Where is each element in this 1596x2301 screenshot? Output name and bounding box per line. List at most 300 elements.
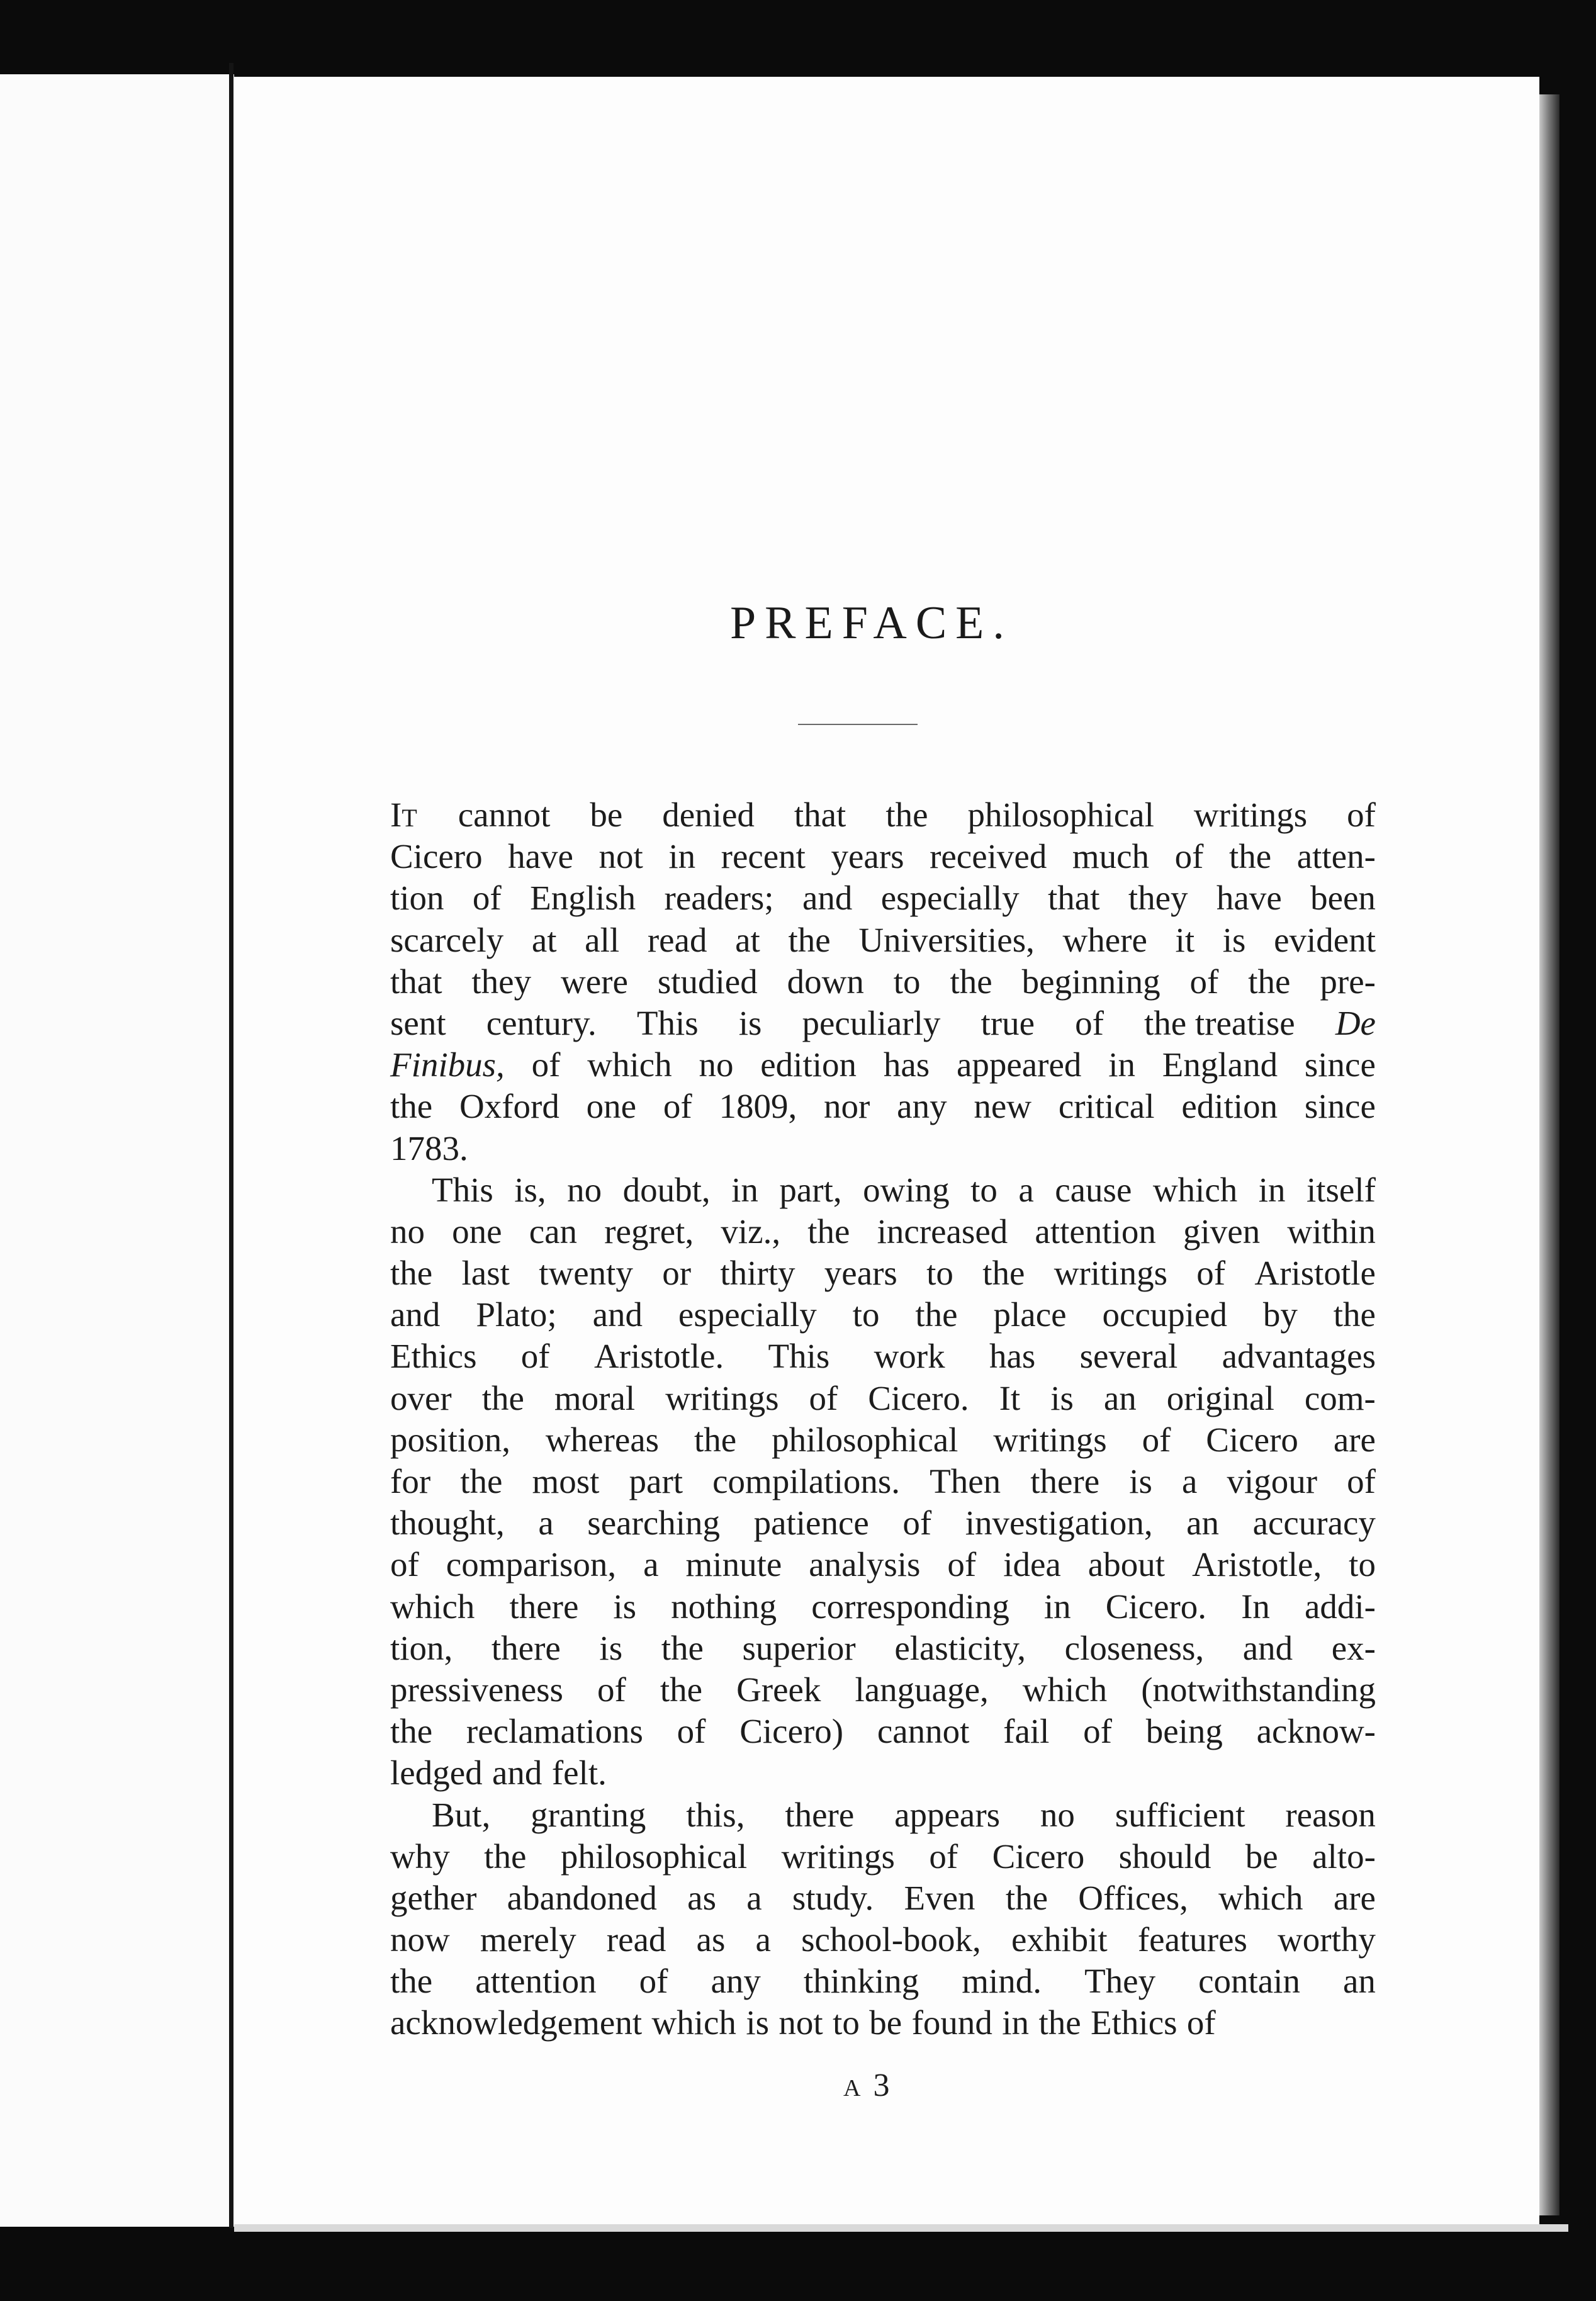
word: at: [735, 920, 760, 959]
text-line: [390, 1169, 1376, 1211]
word: thirty: [720, 1254, 795, 1293]
text-line: [390, 1961, 1376, 2002]
word: it: [1175, 920, 1195, 959]
word: new: [974, 1087, 1032, 1126]
text-line: [390, 1128, 1376, 1169]
word: the: [1038, 2003, 1081, 2042]
word: granting: [531, 1795, 646, 1834]
word: Aristotle: [1254, 1254, 1376, 1293]
word: have: [508, 837, 573, 876]
word: tion: [390, 879, 444, 918]
word: of: [677, 1712, 706, 1751]
word: one: [452, 1212, 502, 1251]
word: accuracy: [1252, 1504, 1376, 1543]
word: which: [1218, 1878, 1303, 1917]
word: of: [1142, 1420, 1171, 1459]
word: the: [390, 1962, 433, 2001]
word: 1809,: [719, 1087, 797, 1126]
word: which: [390, 1587, 475, 1626]
word: Oxford: [459, 1087, 559, 1126]
word: philosophical: [560, 1837, 748, 1876]
paragraph: [390, 1794, 1376, 2044]
word: Then: [930, 1462, 1001, 1500]
text-line: [390, 1628, 1376, 1669]
word: contain: [1198, 1962, 1300, 2001]
text-line: [390, 1794, 1376, 1836]
signature-number: 3: [873, 2068, 890, 2103]
word: De: [1335, 1003, 1376, 1042]
word: com-: [1304, 1378, 1376, 1417]
word: readers;: [664, 879, 774, 918]
text-line: [390, 1252, 1376, 1294]
word: searching: [587, 1504, 721, 1543]
word: Offices,: [1078, 1878, 1188, 1917]
word: advantages: [1222, 1337, 1376, 1376]
word: of: [597, 1670, 626, 1709]
word: part,: [779, 1170, 842, 1209]
word: much: [1072, 837, 1150, 876]
word: language,: [855, 1670, 989, 1709]
word: Cicero: [1206, 1420, 1298, 1459]
word: England: [1162, 1045, 1278, 1084]
title-rule: [798, 724, 918, 725]
word: to: [852, 1295, 880, 1334]
word: that: [1048, 879, 1100, 918]
text-line: [390, 1836, 1376, 1877]
word: In: [1241, 1587, 1270, 1626]
word: peculiarly: [802, 1003, 941, 1042]
word: the: [390, 1254, 433, 1293]
word: vigour: [1227, 1462, 1318, 1500]
word: investigation,: [965, 1504, 1153, 1543]
word: of: [663, 1087, 692, 1126]
word: ex-: [1331, 1628, 1376, 1667]
word: were: [561, 962, 628, 1001]
word: abandoned: [507, 1878, 657, 1917]
word: a: [1181, 1462, 1198, 1500]
word: and: [592, 1295, 643, 1334]
word: in: [1002, 2003, 1030, 2042]
word: merely: [480, 1920, 576, 1959]
left-blank-leaf: [0, 74, 234, 2227]
word: at: [531, 920, 557, 959]
word: position,: [390, 1420, 510, 1459]
word: received: [930, 837, 1047, 876]
word: writings: [1193, 796, 1308, 834]
word: cannot: [458, 796, 551, 834]
word: edition: [1181, 1087, 1278, 1126]
word: edition: [760, 1045, 857, 1084]
word: of: [1347, 1462, 1376, 1500]
word: the: [1228, 837, 1272, 876]
text-line: [390, 1211, 1376, 1252]
word: is: [613, 1587, 637, 1626]
word: a: [538, 1504, 554, 1543]
word: Cicero): [739, 1712, 844, 1751]
word: appears: [894, 1795, 1001, 1834]
word: of: [947, 1545, 977, 1584]
word: the: [481, 1378, 524, 1417]
word: the: [1248, 962, 1291, 1001]
word: read: [647, 920, 707, 959]
word: beginning: [1021, 962, 1160, 1001]
word: comparison,: [446, 1545, 617, 1584]
word: of: [1083, 1712, 1112, 1751]
word: is: [738, 1003, 762, 1042]
word: any: [897, 1087, 947, 1126]
word: being: [1145, 1712, 1223, 1751]
word: occupied: [1102, 1295, 1227, 1334]
word: in: [1043, 1587, 1071, 1626]
word: the: [788, 920, 831, 959]
signature-letter: A: [843, 2075, 861, 2101]
word: by: [1262, 1295, 1298, 1334]
word: acknowledgement: [390, 2003, 643, 2042]
word: They: [1084, 1962, 1156, 2001]
word: this,: [686, 1795, 745, 1834]
text-line: [390, 794, 1376, 836]
word: a: [746, 1878, 762, 1917]
word: can: [529, 1212, 578, 1251]
word: exhibit: [1011, 1920, 1108, 1959]
text-line: [390, 1378, 1376, 1419]
word: the: [484, 1837, 527, 1876]
word: read: [606, 1920, 666, 1959]
gutter-shadow: [229, 63, 233, 2228]
page-fore-edge: [1539, 94, 1559, 2215]
word: is: [746, 2003, 770, 2042]
word: study.: [792, 1878, 874, 1917]
word: as: [696, 1920, 726, 1959]
word: they: [1128, 879, 1188, 918]
word: now: [390, 1920, 450, 1959]
text-line: [390, 1294, 1376, 1336]
word: Plato;: [476, 1295, 557, 1334]
word: in: [1258, 1170, 1286, 1209]
word: especially: [678, 1295, 817, 1334]
word: the: [390, 1087, 433, 1126]
word: that: [390, 962, 442, 1001]
word: twenty: [539, 1254, 633, 1293]
word: corresponding: [811, 1587, 1009, 1626]
word: of: [1196, 1254, 1226, 1293]
text-line: [390, 1003, 1376, 1044]
word: cause: [1055, 1170, 1132, 1209]
word: Aristotle,: [1191, 1545, 1322, 1584]
word: viz.,: [721, 1212, 781, 1251]
word: and: [492, 1753, 542, 1792]
word: superior: [742, 1628, 856, 1667]
word: of: [929, 1837, 958, 1876]
text-line: [390, 1086, 1376, 1127]
word: down: [787, 962, 864, 1001]
word: alto-: [1312, 1837, 1376, 1876]
word: analysis: [809, 1545, 921, 1584]
word: be: [590, 796, 623, 834]
word: Universities,: [858, 920, 1035, 959]
word: and: [1242, 1628, 1293, 1667]
text-line: [390, 1502, 1376, 1544]
word: be: [869, 2003, 902, 2042]
word: the: [1333, 1295, 1376, 1334]
word: Greek: [736, 1670, 821, 1709]
word: are: [1333, 1878, 1376, 1917]
word: scarcely: [390, 920, 504, 959]
word: of: [809, 1378, 838, 1417]
page-bottom-edge: [234, 2224, 1568, 2232]
word: that: [794, 796, 846, 834]
text-line: [390, 1752, 1376, 1794]
word: not: [778, 2003, 823, 2042]
word: last: [461, 1254, 510, 1293]
word: of: [639, 1962, 668, 2001]
word: is: [1222, 920, 1246, 959]
word: attention: [475, 1962, 597, 2001]
word: IT: [390, 796, 419, 834]
word: is,: [514, 1170, 546, 1209]
text-line: [390, 2002, 1376, 2044]
word: ledged: [390, 1753, 483, 1792]
word: pre-: [1320, 962, 1376, 1001]
word: since: [1304, 1045, 1376, 1084]
word: sufficient: [1115, 1795, 1245, 1834]
word: (notwithstanding: [1141, 1670, 1376, 1709]
word: of: [520, 1337, 550, 1376]
word: writings: [665, 1378, 779, 1417]
word: of: [1186, 2003, 1216, 2042]
word: an: [1186, 1504, 1220, 1543]
word: they: [471, 962, 532, 1001]
word: is: [1050, 1378, 1074, 1417]
word: the: [885, 796, 928, 834]
word: which: [1152, 1170, 1238, 1209]
word: itself: [1306, 1170, 1376, 1209]
word: years: [831, 837, 904, 876]
word: idea: [1003, 1545, 1061, 1584]
word: denied: [662, 796, 755, 834]
word: the: [660, 1670, 703, 1709]
word: have: [1216, 879, 1282, 918]
word: Aristotle.: [593, 1337, 724, 1376]
word: compilations.: [712, 1462, 901, 1500]
word: the treatise: [1144, 1003, 1295, 1042]
word: Finibus,: [390, 1045, 505, 1084]
word: This: [636, 1003, 699, 1042]
word: there: [509, 1587, 579, 1626]
word: is: [599, 1628, 623, 1667]
word: thought,: [390, 1504, 505, 1543]
word: all: [585, 920, 620, 959]
word: tion,: [390, 1628, 453, 1667]
word: elasticity,: [894, 1628, 1026, 1667]
word: work: [874, 1337, 945, 1376]
word: is: [1129, 1462, 1152, 1500]
word: a: [1018, 1170, 1034, 1209]
word: of: [531, 1045, 561, 1084]
word: the: [661, 1628, 704, 1667]
text-line: [390, 1419, 1376, 1461]
word: be: [1245, 1837, 1278, 1876]
word: has: [989, 1337, 1036, 1376]
word: the: [915, 1295, 958, 1334]
word: of: [1075, 1003, 1104, 1042]
word: should: [1118, 1837, 1211, 1876]
word: felt.: [551, 1753, 607, 1792]
word: acknow-: [1256, 1712, 1376, 1751]
word: Ethics: [1091, 2003, 1177, 2042]
text-line: [390, 1461, 1376, 1502]
text-line: [390, 1919, 1376, 1961]
word: the: [1005, 1878, 1048, 1917]
word: worthy: [1278, 1920, 1376, 1959]
word: been: [1310, 879, 1376, 918]
word: to: [926, 1254, 953, 1293]
word: 1783.: [390, 1128, 468, 1167]
word: philosophical: [967, 796, 1154, 834]
word: the: [460, 1462, 503, 1500]
word: pressiveness: [390, 1670, 563, 1709]
word: of: [1189, 962, 1219, 1001]
word: school-book,: [801, 1920, 981, 1959]
word: the: [390, 1712, 433, 1751]
signature-mark: [843, 2067, 889, 2104]
word: thinking: [803, 1962, 919, 2001]
word: addi-: [1304, 1587, 1376, 1626]
word: and: [390, 1295, 441, 1334]
word: of: [472, 879, 502, 918]
word: moral: [554, 1378, 636, 1417]
paragraph: [390, 1169, 1376, 1794]
word: writings: [1054, 1254, 1167, 1293]
word: a: [643, 1545, 659, 1584]
word: not: [598, 837, 643, 876]
word: regret,: [604, 1212, 694, 1251]
word: minute: [685, 1545, 782, 1584]
word: no: [567, 1170, 602, 1209]
word: gether: [390, 1878, 477, 1917]
word: as: [687, 1878, 716, 1917]
word: writings: [993, 1420, 1107, 1459]
word: there: [785, 1795, 855, 1834]
text-line: [390, 1336, 1376, 1377]
word: nothing: [671, 1587, 777, 1626]
word: appeared: [956, 1045, 1082, 1084]
word: place: [993, 1295, 1067, 1334]
word: cannot: [877, 1712, 970, 1751]
word: part: [629, 1462, 683, 1500]
paragraph: [390, 794, 1376, 1169]
word: of: [1174, 837, 1204, 876]
word: atten-: [1296, 837, 1376, 876]
word: to: [833, 2003, 860, 2042]
word: It: [999, 1378, 1021, 1417]
text-line: [390, 1586, 1376, 1628]
word: several: [1079, 1337, 1178, 1376]
word: and: [802, 879, 853, 918]
text-line: [390, 1544, 1376, 1585]
word: within: [1287, 1212, 1376, 1251]
word: there: [491, 1628, 561, 1667]
word: of: [902, 1504, 932, 1543]
word: Cicero.: [868, 1378, 969, 1417]
word: of: [390, 1545, 419, 1584]
word: increased: [877, 1212, 1008, 1251]
word: attention: [1035, 1212, 1156, 1251]
word: years: [824, 1254, 897, 1293]
word: This: [768, 1337, 830, 1376]
word: about: [1087, 1545, 1165, 1584]
word: no: [390, 1212, 425, 1251]
word: the: [950, 962, 992, 1001]
word: doubt,: [622, 1170, 711, 1209]
word: sent: [390, 1003, 446, 1042]
text-line: [390, 961, 1376, 1003]
word: which: [587, 1045, 672, 1084]
word: patience: [753, 1504, 869, 1543]
word: recent: [721, 837, 806, 876]
text-line: [390, 1669, 1376, 1711]
word: why: [390, 1837, 450, 1876]
word: in: [668, 837, 696, 876]
word: any: [711, 1962, 761, 2001]
word: whereas: [545, 1420, 660, 1459]
word: especially: [880, 879, 1020, 918]
word: found: [911, 2003, 992, 2042]
word: evident: [1274, 920, 1376, 959]
page-title: PREFACE.: [730, 597, 1013, 649]
word: But,: [432, 1795, 491, 1834]
word: over: [390, 1378, 452, 1417]
text-line: [390, 1877, 1376, 1919]
word: writings: [781, 1837, 895, 1876]
word: most: [532, 1462, 600, 1500]
word: one: [586, 1087, 637, 1126]
word: are: [1333, 1420, 1376, 1459]
word: for: [390, 1462, 431, 1500]
word: mind.: [962, 1962, 1042, 2001]
word: closeness,: [1064, 1628, 1205, 1667]
word: studied: [657, 962, 758, 1001]
word: original: [1166, 1378, 1274, 1417]
word: the: [982, 1254, 1025, 1293]
word: to: [1349, 1545, 1376, 1584]
word: no: [699, 1045, 734, 1084]
word: to: [893, 962, 921, 1001]
word: Cicero: [992, 1837, 1085, 1876]
word: since: [1304, 1087, 1376, 1126]
word: owing: [863, 1170, 950, 1209]
text-line: [390, 877, 1376, 919]
word: given: [1183, 1212, 1261, 1251]
word: true: [981, 1003, 1035, 1042]
word: nor: [824, 1087, 870, 1126]
word: reclamations: [466, 1712, 643, 1751]
word: or: [662, 1254, 692, 1293]
word: there: [1030, 1462, 1100, 1500]
word: an: [1342, 1962, 1376, 2001]
word: reason: [1285, 1795, 1376, 1834]
word: features: [1137, 1920, 1247, 1959]
word: philosophical: [772, 1420, 958, 1459]
text-line: [390, 920, 1376, 961]
word: of: [1347, 796, 1376, 834]
word: which: [651, 2003, 736, 2042]
text-line: [390, 1711, 1376, 1752]
word: English: [530, 879, 636, 918]
word: century.: [486, 1003, 597, 1042]
word: Even: [904, 1878, 975, 1917]
word: no: [1040, 1795, 1075, 1834]
